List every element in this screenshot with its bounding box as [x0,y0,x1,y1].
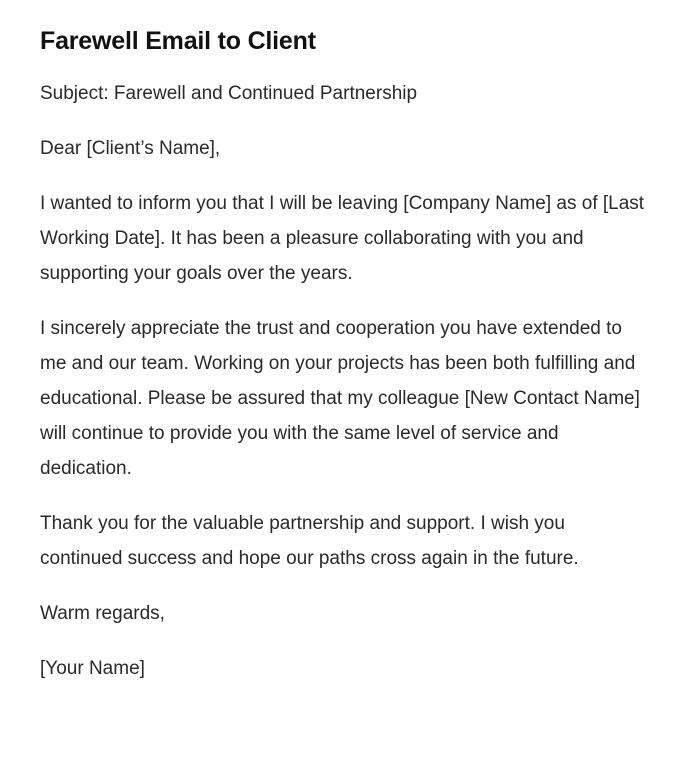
email-paragraph-2: I sincerely appreciate the trust and cooperation you have extended to me and our team. Working on your projects has been both fulfilling and educational. Please be assured that my colleague [New Contact Name] will continue to provide you with the same level of service and dedication. [40,318,640,479]
email-paragraph-3: Thank you for the valuable partnership and support. I wish you continued success and hope our paths cross again in the future. [40,513,579,569]
email-subject: Subject: Farewell and Continued Partnership [40,83,418,104]
email-signature: [Your Name] [40,658,145,679]
email-closing: Warm regards, [40,603,165,624]
email-greeting: Dear [Client’s Name], [40,138,221,159]
document-title: Farewell Email to Client [40,27,316,55]
email-paragraph-1: I wanted to inform you that I will be leaving [Company Name] as of [Last Working Date]. It has been a pleasure collaborating with you and supporting your goals over the years. [40,193,645,284]
